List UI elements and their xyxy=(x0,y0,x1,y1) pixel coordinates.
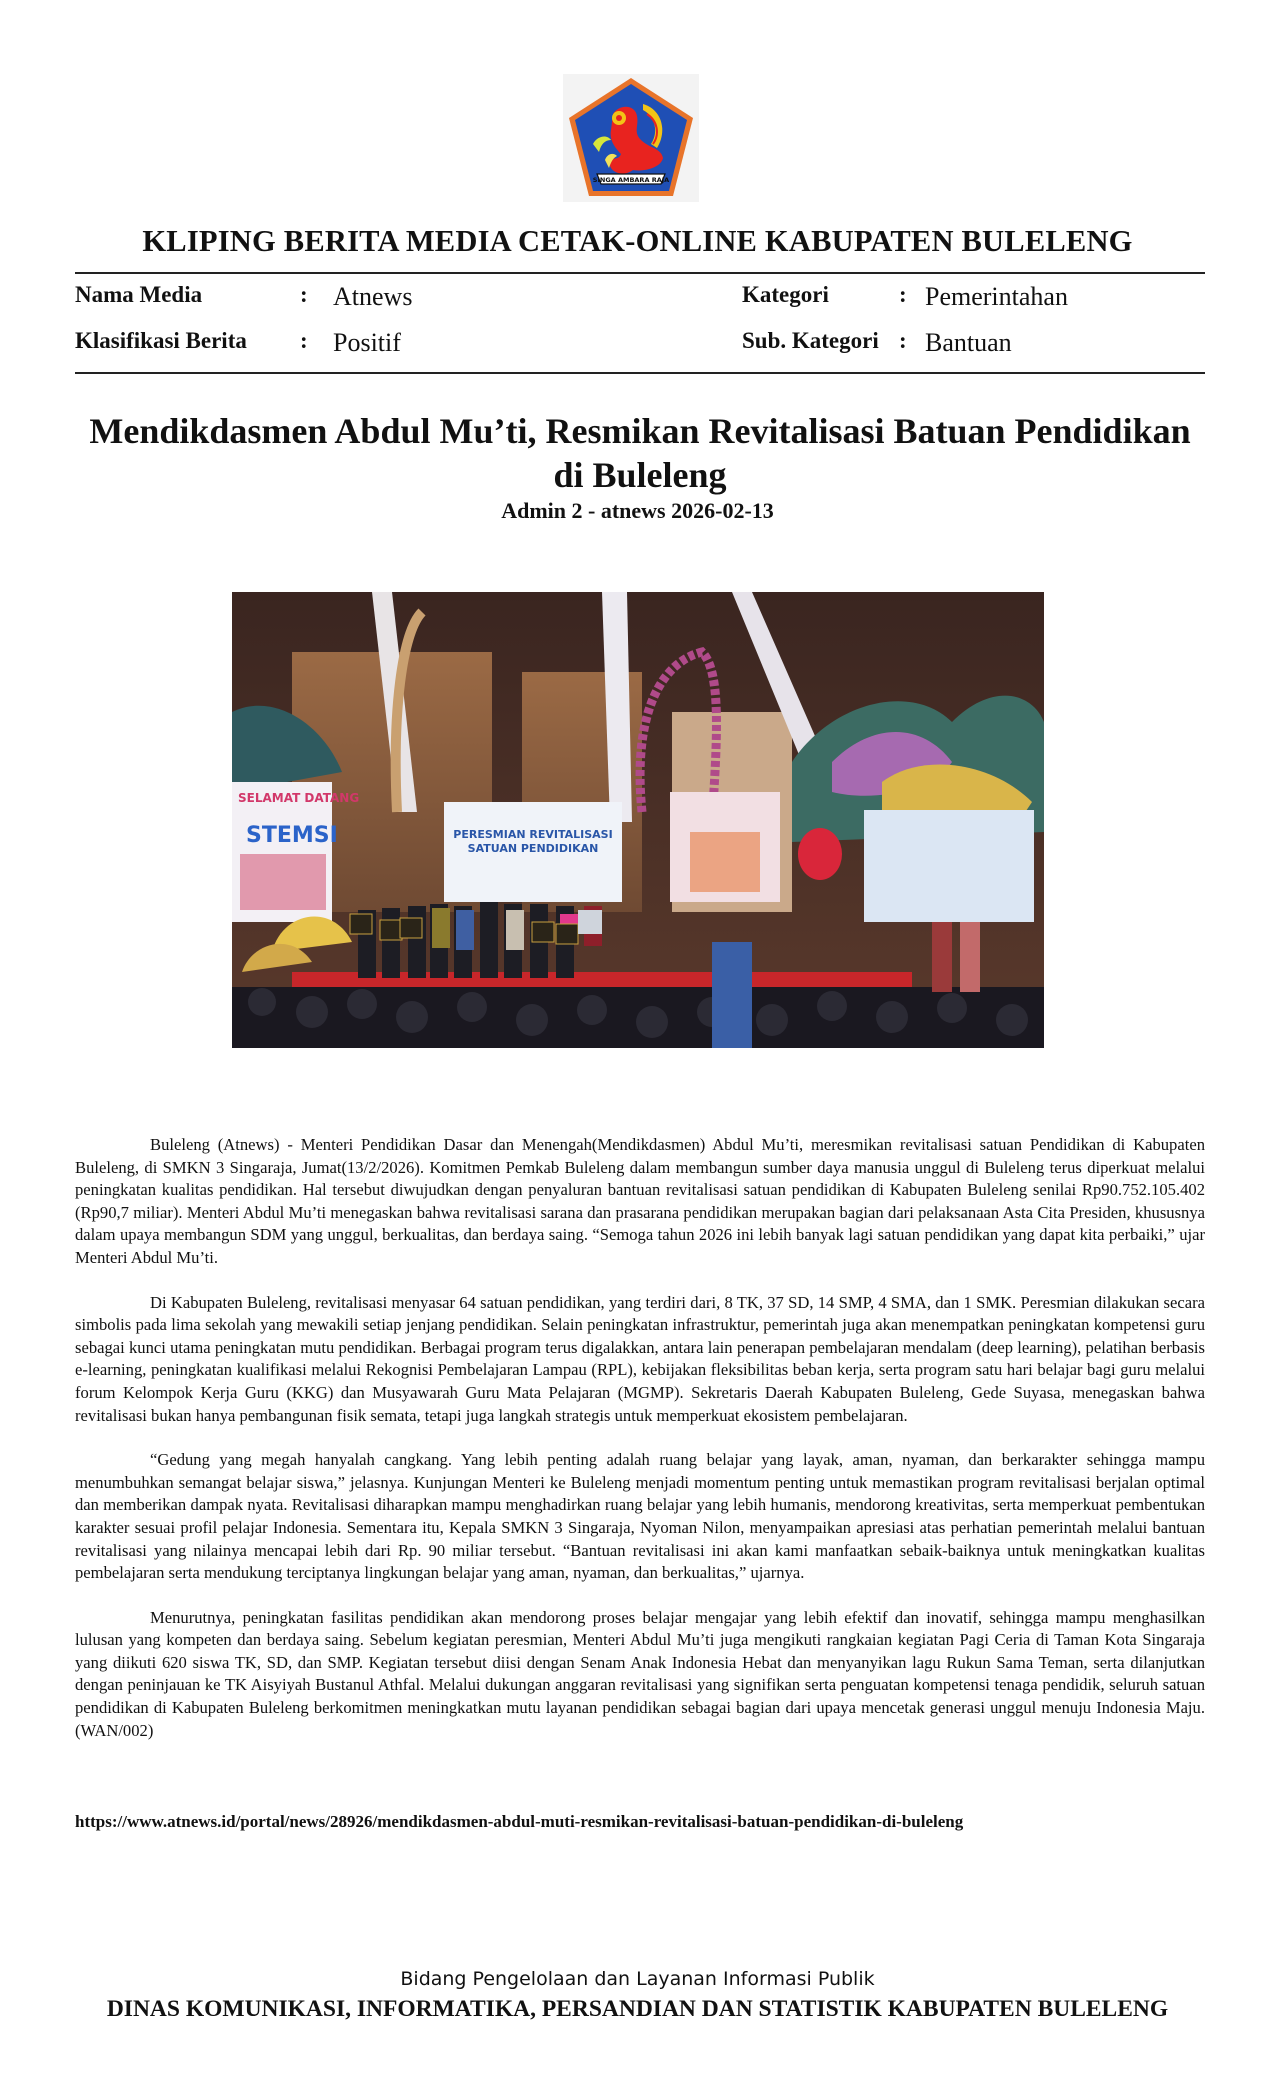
article-byline: Admin 2 - atnews 2026-02-13 xyxy=(501,498,774,523)
kategori-label: Kategori xyxy=(742,282,829,307)
article-paragraph: Buleleng (Atnews) - Menteri Pendidikan Dasar dan Menengah(Mendikdasmen) Abdul Mu’ti, meresmikan revitalisasi satuan Pendidikan di Kabupaten Buleleng, di SMKN 3 Singaraja, Jumat(13/2/2026). Komitmen Pemkab Buleleng dalam membangun sumber daya manusia unggul di Buleleng terus diperkuat melalui peningkatan kualitas pendidikan. Hal tersebut diwujudkan dengan penyaluran bantuan revitalisasi satuan pendidikan di Kabupaten Buleleng senilai Rp90.752.105.402 (Rp90,7 miliar). Menteri Abdul Mu’ti menegaskan bahwa revitalisasi sarana dan prasarana pendidikan merupakan bagian dari pelaksanaan Asta Cita Presiden, khususnya dalam upaya membangun SDM yang unggul, berkualitas, dan berdaya saing. “Semoga tahun 2026 ini lebih banyak lagi satuan pendidikan yang dapat kita perbaiki,” ujar Menteri Abdul Mu’ti. xyxy=(75,1135,1205,1267)
klasifikasi-label: Klasifikasi Berita xyxy=(75,328,247,353)
svg-text:SINGA AMBARA RAJA: SINGA AMBARA RAJA xyxy=(592,176,670,184)
photo-banner-center-line2: SATUAN PENDIDIKAN xyxy=(467,842,599,855)
sub-kategori-colon: : xyxy=(899,328,907,353)
article-paragraph: Di Kabupaten Buleleng, revitalisasi menyasar 64 satuan pendidikan, yang terdiri dari, 8 TK, 37 SD, 14 SMP, 4 SMA, dan 1 SMK. Peresmian dilakukan secara simbolis pada lima sekolah yang mewakili setiap jenjang pendidikan. Selain peningkatan infrastruktur, pemerintah juga akan menempatkan peningkatan kompetensi guru sebagai kunci utama peningkatan mutu pendidikan. Berbagai program terus digalakkan, antara lain penerapan pembelajaran mendalam (deep learning), pelatihan berbasis e-learning, peningkatan kualifikasi melalui Rekognisi Pembelajaran Lampau (RPL), kebijakan fleksibilitas beban kerja, serta program satu hari belajar bagi guru melalui forum Kelompok Kerja Guru (KKG) dan Musyawarah Guru Mata Pelajaran (MGMP). Sekretaris Daerah Kabupaten Buleleng, Gede Suyasa, menegaskan bahwa revitalisasi bukan hanya pembangunan fisik semata, tetapi juga langkah strategis untuk memperkuat ekosistem pembelajaran. xyxy=(75,1292,1205,1425)
nama-media-label: Nama Media xyxy=(75,282,203,307)
footer-subtitle: Bidang Pengelolaan dan Layanan Informasi Publik xyxy=(400,1968,875,1990)
article-paragraph: “Gedung yang megah hanyalah cangkang. Yang lebih penting adalah ruang belajar yang layak, aman, nyaman, dan berkarakter sehingga mampu menumbuhkan semangat belajar siswa,” jelasnya. Kunjungan Menteri ke Buleleng menjadi momentum penting untuk memastikan program revitalisasi berjalan optimal dan memberikan dampak nyata. Revitalisasi diharapkan mampu menghadirkan ruang belajar yang lebih humanis, mendorong kreativitas, serta memperkuat pembentukan karakter sesuai profil pelajar Indonesia. Sementara itu, Kepala SMKN 3 Singaraja, Nyoman Nilon, menyampaikan apresiasi atas perhatian pemerintah melalui bantuan revitalisasi yang nilainya mencapai lebih dari Rp. 90 miliar tersebut. “Bantuan revitalisasi ini akan kami manfaatkan sebaik-baiknya untuk meningkatkan kualitas pembelajaran serta mendukung terciptanya lingkungan belajar yang aman, nyaman, dan berkualitas,” ujarnya. xyxy=(75,1450,1205,1583)
kategori-value: Pemerintahan xyxy=(925,282,1068,311)
sub-kategori-label: Sub. Kategori xyxy=(742,328,879,353)
footer-agency-name: DINAS KOMUNIKASI, INFORMATIKA, PERSANDIAN DAN STATISTIK KABUPATEN BULELENG xyxy=(106,1996,1169,2022)
photo-banner-left-logo: STEMSI xyxy=(246,823,338,848)
ceremony-photo-illustration xyxy=(232,592,1044,1048)
header-divider-bottom xyxy=(75,372,1205,374)
nama-media-value: Atnews xyxy=(333,282,413,311)
sub-kategori-value: Bantuan xyxy=(925,328,1012,357)
crest-emblem-icon xyxy=(563,74,699,202)
photo-banner-left-text: SELAMAT DATANG xyxy=(238,791,360,805)
kategori-colon: : xyxy=(899,282,907,307)
article-photo xyxy=(232,592,1044,1048)
source-url-link[interactable]: https://www.atnews.id/portal/news/28926/mendikdasmen-abdul-muti-resmikan-revitalisasi-batuan-pendidikan-di-buleleng xyxy=(75,1812,964,1831)
article-paragraph: Menurutnya, peningkatan fasilitas pendidikan akan mendorong proses belajar mengajar yang lebih efektif dan inovatif, sehingga mampu menghasilkan lulusan yang kompeten dan berdaya saing. Sebelum kegiatan peresmian, Menteri Abdul Mu’ti juga mengikuti rangkaian kegiatan Pagi Ceria di Taman Kota Singaraja yang diikuti 620 siswa TK, SD, dan SMP. Kegiatan tersebut diisi dengan Senam Anak Indonesia Hebat dan menyanyikan lagu Rukun Sama Teman, serta dilanjutkan dengan peninjauan ke TK Aisyiyah Bustanul Athfal. Melalui dukungan anggaran revitalisasi yang signifikan serta penguatan kompetensi tenaga pendidik, seluruh satuan pendidikan di Kabupaten Buleleng berkomitmen meningkatkan mutu layanan pendidikan sebagai bagian dari upaya mencetak generasi unggul menuju Indonesia Maju. (WAN/002) xyxy=(75,1607,1205,1740)
nama-media-colon: : xyxy=(300,282,308,307)
article-body xyxy=(75,1134,1205,1742)
photo-banner-center-line1: PERESMIAN REVITALISASI xyxy=(453,828,613,841)
klasifikasi-value: Positif xyxy=(333,328,401,357)
header-divider-top xyxy=(75,272,1205,274)
article-title: Mendikdasmen Abdul Mu’ti, Resmikan Revitalisasi Batuan Pendidikan di Buleleng xyxy=(89,411,1191,495)
buleleng-regency-logo xyxy=(563,74,699,202)
clipping-header-title: KLIPING BERITA MEDIA CETAK-ONLINE KABUPATEN BULELENG xyxy=(142,224,1133,258)
klasifikasi-colon: : xyxy=(300,328,308,353)
